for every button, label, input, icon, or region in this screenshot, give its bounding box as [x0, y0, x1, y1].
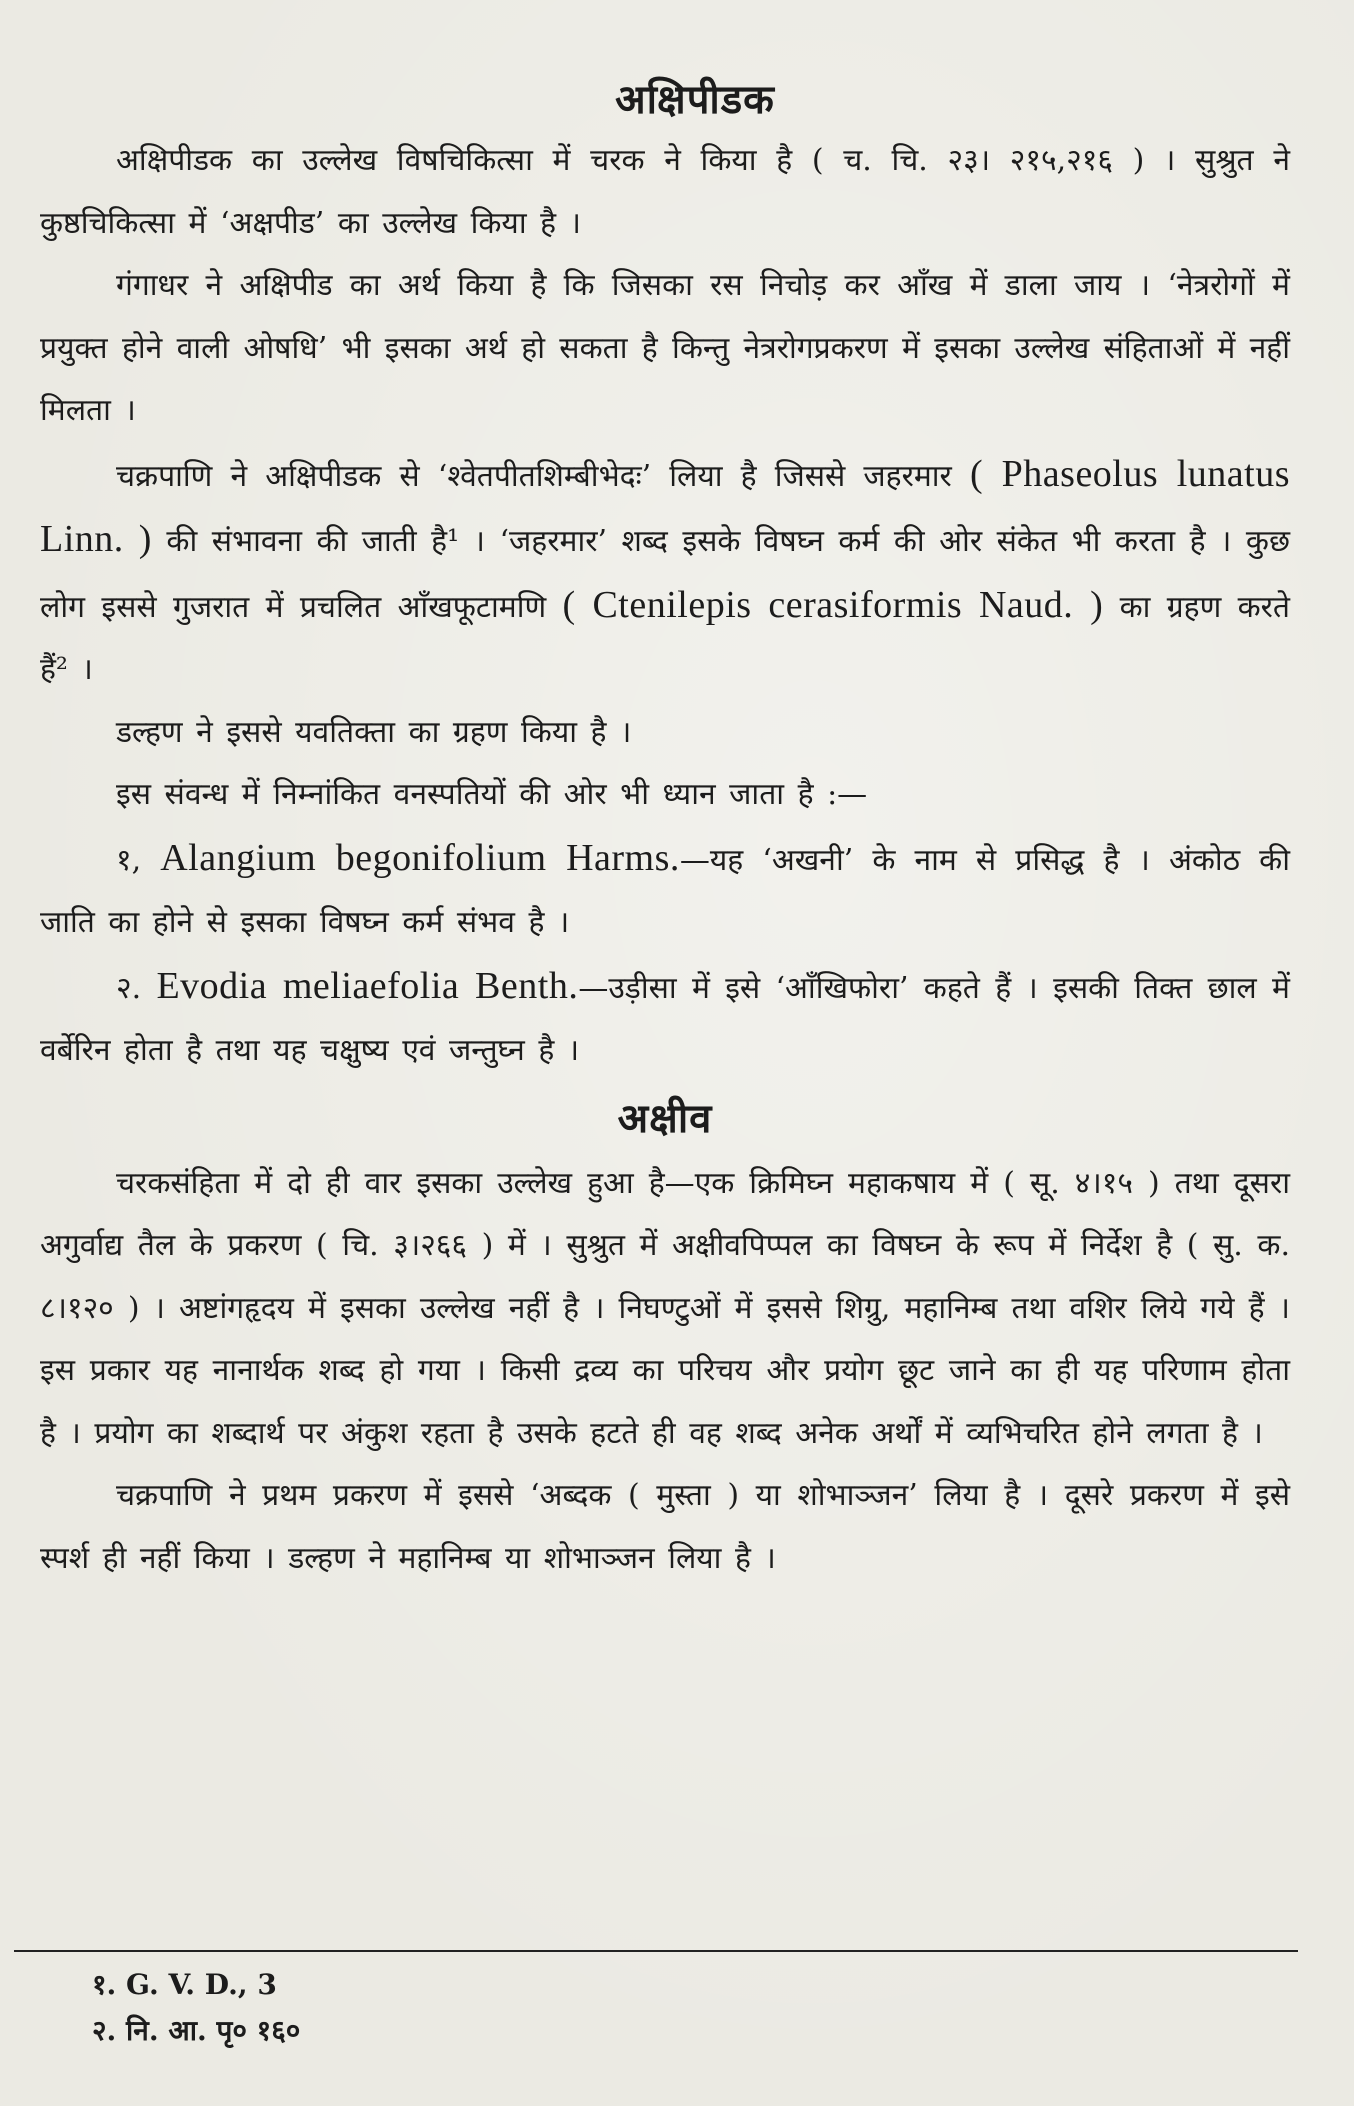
- botanical-name: ( Phaseolus lunatus Linn. ): [40, 452, 1290, 560]
- paragraph: [40, 443, 1290, 702]
- footnote-1: १. G. V. D., 3: [92, 1968, 277, 2001]
- botanical-name: ( Ctenilepis cerasiformis Naud. ): [562, 583, 1104, 626]
- paragraph-text: की संभावना की जाती है¹ । ‘जहरमार’ शब्द इसके विषघ्न कर्म की ओर संकेत भी करता है । कुछ लोग इससे गुजरात में प्रचलित आँखफूटामणि: [40, 524, 1290, 625]
- footnotes: [92, 1962, 1192, 2054]
- paragraph: चरकसंहिता में दो ही वार इसका उल्लेख हुआ है—एक क्रिमिघ्न महाकषाय में ( सू. ४।१५ ) तथा दूसरा अगुर्वाद्य तैल के प्रकरण ( चि. ३।२६६ ) में । सुश्रुत में अक्षीवपिप्पल का विषघ्न के रूप में निर्देश है ( सु. क. ८।१२० ) । अष्टांगहृदय में इसका उल्लेख नहीं है । निघण्टुओं में इससे शिग्रु, महानिम्ब तथा वशिर लिये गये हैं । इस प्रकार यह नानार्थक शब्द हो गया । किसी द्रव्य का परिचय और प्रयोग छूट जाने का ही यह परिणाम होता है । प्रयोग का शब्दार्थ पर अंकुश रहता है उसके हटते ही वह शब्द अनेक अर्थों में व्यभिचरित होने लगता है ।: [40, 1165, 1290, 1451]
- list-item: [40, 827, 1290, 955]
- footnote-2: २. नि. आ. पृ० १६०: [92, 2014, 301, 2047]
- list-item: [40, 955, 1290, 1083]
- paragraph-text: चक्रपाणि ने अक्षिपीडक से ‘श्वेतपीतशिम्बीभेदः’ लिया है जिससे जहरमार: [116, 458, 952, 494]
- footnote-divider: [14, 1950, 1298, 1952]
- botanical-name: Evodia meliaefolia Benth.: [156, 964, 579, 1007]
- botanical-name: Alangium begonifolium Harms.: [160, 836, 680, 879]
- paragraph-text: का ग्रहण करते हैं² ।: [40, 589, 1291, 687]
- list-item-text: —यह ‘अखनी’ के नाम से प्रसिद्ध है । अंकोठ की जाति का होने से इसका विषघ्न कर्म संभव है ।: [40, 842, 1290, 940]
- list-item-text: —उड़ीसा में इसे ‘आँखिफोरा’ कहते हैं । इसकी तिक्त छाल में वर्बेरिन होता है तथा यह चक्षुष्य एवं जन्तुघ्न है ।: [40, 970, 1290, 1068]
- section-heading-akshipidak: अक्षिपीडक: [615, 76, 775, 123]
- paragraph: इस संवन्ध में निम्नांकित वनस्पतियों की ओर भी ध्यान जाता है :—: [116, 777, 868, 812]
- page-content: [40, 70, 1290, 1590]
- list-item-number: २.: [116, 970, 142, 1006]
- list-item-number: १,: [116, 842, 142, 878]
- paragraph: अक्षिपीडक का उल्लेख विषचिकित्सा में चरक ने किया है ( च. चि. २३। २१५,२१६ ) । सुश्रुत ने कुष्ठचिकित्सा में ‘अक्षपीड’ का उल्लेख किया है ।: [40, 143, 1290, 241]
- paragraph: गंगाधर ने अक्षिपीड का अर्थ किया है कि जिसका रस निचोड़ कर आँख में डाला जाय । ‘नेत्ररोगों में प्रयुक्त होने वाली ओषधि’ भी इसका अर्थ हो सकता है किन्तु नेत्ररोगप्रकरण में इसका उल्लेख संहिताओं में नहीं मिलता ।: [40, 268, 1290, 428]
- paragraph: डल्हण ने इससे यवतिक्ता का ग्रहण किया है ।: [116, 714, 632, 750]
- paragraph: चक्रपाणि ने प्रथम प्रकरण में इससे ‘अब्दक ( मुस्ता ) या शोभाञ्जन’ लिया है । दूसरे प्रकरण में इसे स्पर्श ही नहीं किया । डल्हण ने महानिम्ब या शोभाञ्जन लिया है ।: [40, 1478, 1290, 1576]
- section-heading-akshiv: अक्षीव: [617, 1094, 713, 1142]
